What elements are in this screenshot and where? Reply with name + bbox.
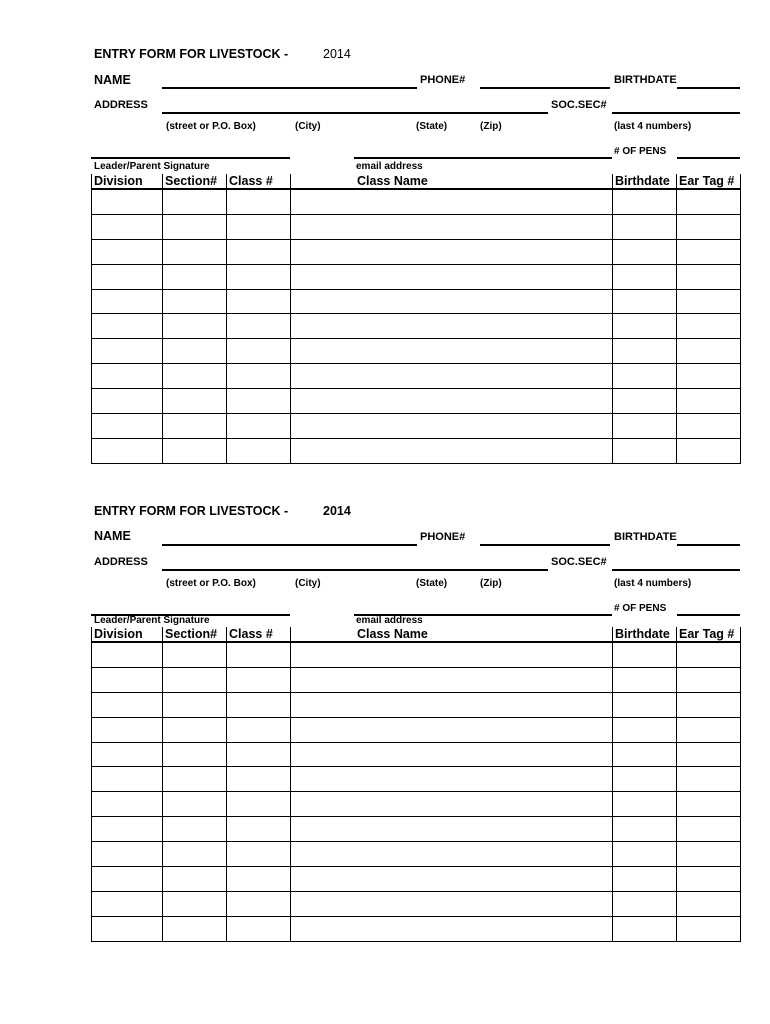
- phone-label: PHONE#: [420, 74, 466, 86]
- entries-table: [91, 174, 741, 464]
- address-field[interactable]: [162, 569, 548, 571]
- table-row: [92, 692, 741, 717]
- leader-label: Leader/Parent Signature: [94, 615, 210, 626]
- street-hint: (street or P.O. Box): [166, 578, 256, 589]
- birthdate-cell[interactable]: [613, 642, 677, 667]
- birthdate-label: BIRTHDATE: [614, 74, 677, 86]
- phone-field[interactable]: [480, 544, 610, 546]
- birthdate-label: BIRTHDATE: [614, 531, 677, 543]
- section-cell[interactable]: [163, 289, 227, 314]
- class-number-cell[interactable]: [227, 339, 291, 364]
- class-name-cell[interactable]: [291, 314, 613, 339]
- birthdate-cell[interactable]: [613, 339, 677, 364]
- class-number-cell[interactable]: [227, 842, 291, 867]
- table-row: [92, 339, 741, 364]
- class-name-cell[interactable]: [291, 414, 613, 439]
- state-hint: (State): [416, 121, 448, 132]
- class-name-cell[interactable]: [291, 817, 613, 842]
- class-number-cell[interactable]: [227, 264, 291, 289]
- class-number-cell[interactable]: [227, 817, 291, 842]
- division-cell[interactable]: [92, 438, 163, 463]
- socsec-field[interactable]: [612, 112, 740, 114]
- division-cell[interactable]: [92, 891, 163, 916]
- ear-tag-cell[interactable]: [677, 916, 741, 941]
- section-cell[interactable]: [163, 742, 227, 767]
- table-row: [92, 916, 741, 941]
- birthdate-cell[interactable]: [613, 916, 677, 941]
- section-cell[interactable]: [163, 389, 227, 414]
- division-header: Division: [92, 627, 163, 642]
- section-cell[interactable]: [163, 891, 227, 916]
- section-cell[interactable]: [163, 189, 227, 214]
- ear-tag-cell[interactable]: [677, 364, 741, 389]
- socsec-label: SOC.SEC#: [551, 556, 607, 568]
- table-row: [92, 389, 741, 414]
- table-row: [92, 742, 741, 767]
- division-cell[interactable]: [92, 742, 163, 767]
- ear-tag-header: Ear Tag #: [677, 174, 741, 189]
- class-name-cell[interactable]: [291, 867, 613, 892]
- pens-field[interactable]: [677, 614, 740, 616]
- section-cell[interactable]: [163, 314, 227, 339]
- birthdate-cell[interactable]: [613, 692, 677, 717]
- email-field[interactable]: [354, 157, 612, 159]
- ear-tag-cell[interactable]: [677, 767, 741, 792]
- division-cell[interactable]: [92, 239, 163, 264]
- city-hint: (City): [295, 121, 321, 132]
- class-name-cell[interactable]: [291, 842, 613, 867]
- class-number-cell[interactable]: [227, 916, 291, 941]
- class-number-cell[interactable]: [227, 642, 291, 667]
- table-row: [92, 842, 741, 867]
- class-number-header: Class #: [227, 627, 291, 642]
- class-number-cell[interactable]: [227, 717, 291, 742]
- name-field[interactable]: [162, 87, 417, 89]
- birthdate-cell[interactable]: [613, 717, 677, 742]
- class-name-cell[interactable]: [291, 642, 613, 667]
- ear-tag-cell[interactable]: [677, 642, 741, 667]
- class-name-cell[interactable]: [291, 742, 613, 767]
- birthdate-cell[interactable]: [613, 891, 677, 916]
- section-header: Section#: [163, 174, 227, 189]
- ear-tag-cell[interactable]: [677, 867, 741, 892]
- birthdate-header: Birthdate: [613, 627, 677, 642]
- class-name-cell[interactable]: [291, 214, 613, 239]
- section-cell[interactable]: [163, 717, 227, 742]
- section-cell[interactable]: [163, 842, 227, 867]
- class-number-cell[interactable]: [227, 189, 291, 214]
- class-number-cell[interactable]: [227, 742, 291, 767]
- birthdate-cell[interactable]: [613, 239, 677, 264]
- section-cell[interactable]: [163, 667, 227, 692]
- class-name-cell[interactable]: [291, 891, 613, 916]
- name-field[interactable]: [162, 544, 417, 546]
- ear-tag-cell[interactable]: [677, 189, 741, 214]
- table-row: [92, 364, 741, 389]
- class-name-cell[interactable]: [291, 667, 613, 692]
- section-cell[interactable]: [163, 339, 227, 364]
- leader-signature-field[interactable]: [91, 157, 290, 159]
- state-hint: (State): [416, 578, 448, 589]
- birthdate-cell[interactable]: [613, 189, 677, 214]
- division-cell[interactable]: [92, 817, 163, 842]
- class-name-cell[interactable]: [291, 767, 613, 792]
- section-cell[interactable]: [163, 792, 227, 817]
- birthdate-cell[interactable]: [613, 438, 677, 463]
- table-row: [92, 792, 741, 817]
- class-number-cell[interactable]: [227, 792, 291, 817]
- division-cell[interactable]: [92, 717, 163, 742]
- class-name-cell[interactable]: [291, 916, 613, 941]
- ear-tag-cell[interactable]: [677, 792, 741, 817]
- division-cell[interactable]: [92, 339, 163, 364]
- birthdate-cell[interactable]: [613, 389, 677, 414]
- address-label: ADDRESS: [94, 99, 148, 111]
- zip-hint: (Zip): [480, 578, 502, 589]
- section-cell[interactable]: [163, 867, 227, 892]
- class-name-cell[interactable]: [291, 389, 613, 414]
- class-number-cell[interactable]: [227, 364, 291, 389]
- division-cell[interactable]: [92, 314, 163, 339]
- address-label: ADDRESS: [94, 556, 148, 568]
- form-title: ENTRY FORM FOR LIVESTOCK -: [94, 47, 289, 61]
- class-number-cell[interactable]: [227, 389, 291, 414]
- birthdate-field[interactable]: [677, 87, 740, 89]
- birthdate-cell[interactable]: [613, 867, 677, 892]
- division-header: Division: [92, 174, 163, 189]
- division-cell[interactable]: [92, 389, 163, 414]
- class-name-cell[interactable]: [291, 264, 613, 289]
- class-name-cell[interactable]: [291, 189, 613, 214]
- form-title: ENTRY FORM FOR LIVESTOCK -: [94, 504, 289, 518]
- ear-tag-cell[interactable]: [677, 414, 741, 439]
- class-name-header: Class Name: [291, 174, 613, 189]
- birthdate-cell[interactable]: [613, 264, 677, 289]
- table-row: [92, 817, 741, 842]
- table-header-row: [92, 627, 741, 642]
- table-row: [92, 767, 741, 792]
- table-row: [92, 314, 741, 339]
- table-row: [92, 414, 741, 439]
- table-row: [92, 264, 741, 289]
- table-row: [92, 891, 741, 916]
- class-name-cell[interactable]: [291, 717, 613, 742]
- section-cell[interactable]: [163, 214, 227, 239]
- leader-label: Leader/Parent Signature: [94, 161, 210, 172]
- division-cell[interactable]: [92, 692, 163, 717]
- ear-tag-cell[interactable]: [677, 692, 741, 717]
- class-number-cell[interactable]: [227, 891, 291, 916]
- class-number-cell[interactable]: [227, 239, 291, 264]
- ear-tag-header: Ear Tag #: [677, 627, 741, 642]
- table-row: [92, 667, 741, 692]
- table-row: [92, 189, 741, 214]
- ear-tag-cell[interactable]: [677, 742, 741, 767]
- section-cell[interactable]: [163, 414, 227, 439]
- division-cell[interactable]: [92, 364, 163, 389]
- ear-tag-cell[interactable]: [677, 264, 741, 289]
- socsec-field[interactable]: [612, 569, 740, 571]
- class-number-cell[interactable]: [227, 214, 291, 239]
- street-hint: (street or P.O. Box): [166, 121, 256, 132]
- table-row: [92, 438, 741, 463]
- section-header: Section#: [163, 627, 227, 642]
- ear-tag-cell[interactable]: [677, 667, 741, 692]
- division-cell[interactable]: [92, 214, 163, 239]
- section-cell[interactable]: [163, 364, 227, 389]
- ear-tag-cell[interactable]: [677, 289, 741, 314]
- city-hint: (City): [295, 578, 321, 589]
- division-cell[interactable]: [92, 867, 163, 892]
- entries-table: [91, 627, 741, 942]
- table-row: [92, 239, 741, 264]
- section-cell[interactable]: [163, 438, 227, 463]
- class-number-cell[interactable]: [227, 314, 291, 339]
- ear-tag-cell[interactable]: [677, 214, 741, 239]
- ear-tag-cell[interactable]: [677, 239, 741, 264]
- division-cell[interactable]: [92, 767, 163, 792]
- division-cell[interactable]: [92, 792, 163, 817]
- pens-label: # OF PENS: [614, 603, 667, 614]
- class-number-cell[interactable]: [227, 667, 291, 692]
- birthdate-cell[interactable]: [613, 742, 677, 767]
- ear-tag-cell[interactable]: [677, 314, 741, 339]
- class-number-cell[interactable]: [227, 414, 291, 439]
- class-name-cell[interactable]: [291, 792, 613, 817]
- class-number-cell[interactable]: [227, 438, 291, 463]
- phone-field[interactable]: [480, 87, 610, 89]
- division-cell[interactable]: [92, 916, 163, 941]
- class-number-cell[interactable]: [227, 767, 291, 792]
- name-label: NAME: [94, 73, 131, 87]
- division-cell[interactable]: [92, 189, 163, 214]
- birthdate-header: Birthdate: [613, 174, 677, 189]
- division-cell[interactable]: [92, 842, 163, 867]
- ear-tag-cell[interactable]: [677, 339, 741, 364]
- class-name-cell[interactable]: [291, 438, 613, 463]
- birthdate-cell[interactable]: [613, 792, 677, 817]
- section-cell[interactable]: [163, 916, 227, 941]
- ear-tag-cell[interactable]: [677, 817, 741, 842]
- section-cell[interactable]: [163, 642, 227, 667]
- birthdate-cell[interactable]: [613, 817, 677, 842]
- birthdate-cell[interactable]: [613, 767, 677, 792]
- socsec-label: SOC.SEC#: [551, 99, 607, 111]
- ear-tag-cell[interactable]: [677, 438, 741, 463]
- form-year: 2014: [323, 47, 351, 61]
- birthdate-cell[interactable]: [613, 314, 677, 339]
- ear-tag-cell[interactable]: [677, 891, 741, 916]
- table-row: [92, 867, 741, 892]
- birthdate-cell[interactable]: [613, 364, 677, 389]
- ear-tag-cell[interactable]: [677, 842, 741, 867]
- section-cell[interactable]: [163, 264, 227, 289]
- class-name-cell[interactable]: [291, 239, 613, 264]
- division-cell[interactable]: [92, 642, 163, 667]
- birthdate-cell[interactable]: [613, 414, 677, 439]
- section-cell[interactable]: [163, 692, 227, 717]
- division-cell[interactable]: [92, 264, 163, 289]
- class-name-header: Class Name: [291, 627, 613, 642]
- last4-hint: (last 4 numbers): [614, 121, 692, 132]
- pens-field[interactable]: [677, 157, 740, 159]
- class-name-cell[interactable]: [291, 364, 613, 389]
- division-cell[interactable]: [92, 289, 163, 314]
- birthdate-field[interactable]: [677, 544, 740, 546]
- table-row: [92, 717, 741, 742]
- table-header-row: [92, 174, 741, 189]
- class-name-cell[interactable]: [291, 692, 613, 717]
- table-row: [92, 642, 741, 667]
- zip-hint: (Zip): [480, 121, 502, 132]
- section-cell[interactable]: [163, 239, 227, 264]
- class-number-cell[interactable]: [227, 867, 291, 892]
- table-row: [92, 214, 741, 239]
- class-name-cell[interactable]: [291, 339, 613, 364]
- name-label: NAME: [94, 529, 131, 543]
- birthdate-cell[interactable]: [613, 289, 677, 314]
- class-name-cell[interactable]: [291, 289, 613, 314]
- section-cell[interactable]: [163, 817, 227, 842]
- class-number-header: Class #: [227, 174, 291, 189]
- email-label: email address: [356, 615, 423, 626]
- birthdate-cell[interactable]: [613, 214, 677, 239]
- form-year: 2014: [323, 504, 351, 518]
- pens-label: # OF PENS: [614, 146, 667, 157]
- ear-tag-cell[interactable]: [677, 717, 741, 742]
- email-label: email address: [356, 161, 423, 172]
- class-number-cell[interactable]: [227, 289, 291, 314]
- table-row: [92, 289, 741, 314]
- ear-tag-cell[interactable]: [677, 389, 741, 414]
- section-cell[interactable]: [163, 767, 227, 792]
- class-number-cell[interactable]: [227, 692, 291, 717]
- division-cell[interactable]: [92, 667, 163, 692]
- birthdate-cell[interactable]: [613, 667, 677, 692]
- division-cell[interactable]: [92, 414, 163, 439]
- phone-label: PHONE#: [420, 531, 466, 543]
- address-field[interactable]: [162, 112, 548, 114]
- birthdate-cell[interactable]: [613, 842, 677, 867]
- last4-hint: (last 4 numbers): [614, 578, 692, 589]
